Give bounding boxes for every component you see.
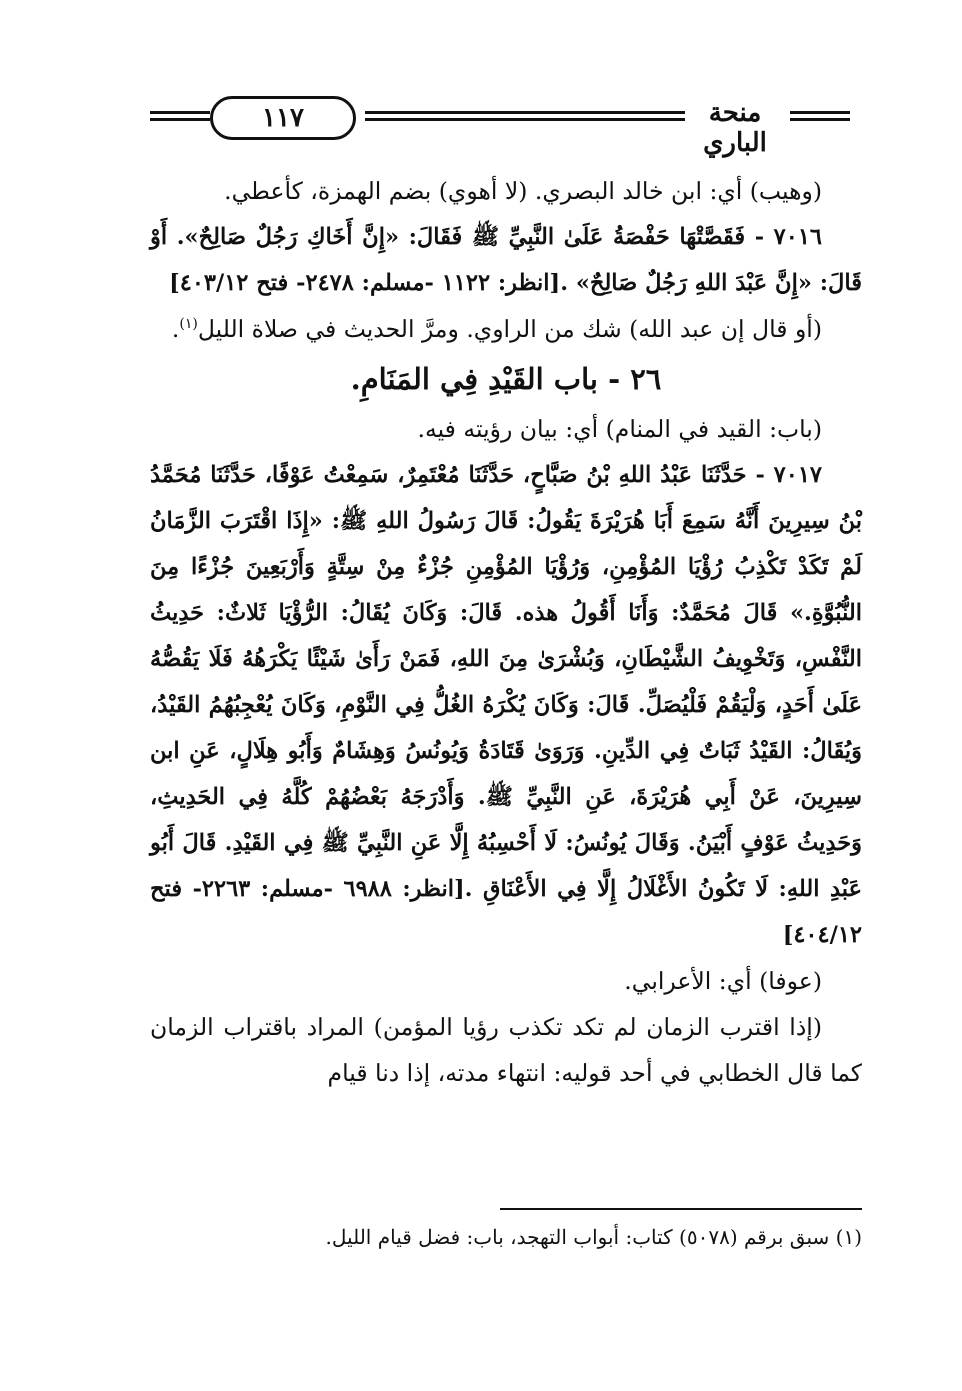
header-rule-right [790, 111, 850, 121]
commentary-paragraph: (باب: القيد في المنام) أي: بيان رؤيته فيه. [417, 415, 822, 443]
book-title: منحة الباري [703, 98, 767, 158]
header-rule-left [150, 111, 210, 121]
commentary-paragraph: (أو قال إن عبد الله) شك من الراوي. ومرَّ الحديث في صلاة الليل$^{(١)}$. [171, 315, 822, 343]
header-rule-middle [365, 111, 685, 121]
page-header [150, 92, 850, 158]
commentary-paragraph: (عوفا) أي: الأعرابي. [624, 967, 822, 995]
commentary-paragraph: (وهيب) أي: ابن خالد البصري. (لا أهوي) بضم الهمزة، كأعطي. [224, 177, 822, 205]
page-number: ١١٧ [210, 96, 356, 140]
footnote-reference: (١) [179, 316, 198, 333]
chapter-heading: ٢٦ - باب القَيْدِ فِي المَنَامِ. [350, 362, 662, 396]
hadith-7017: ٧٠١٧ - حَدَّثَنَا عَبْدُ اللهِ بْنُ صَبَّاحٍ، حَدَّثَنَا مُعْتَمِرٌ، سَمِعْتُ عَوْفًا، حَدَّثَنَا مُحَمَّدُ بْنُ سِيرِينَ أَنَّهُ سَمِعَ أَبَا هُرَيْرَةَ يَقُولُ: قَالَ رَسُولُ اللهِ ﷺ: «إِذَا اقْتَرَبَ الزَّمَانُ لَمْ تَكَدْ تَكْذِبُ رُؤْيَا المُؤْمِنِ، وَرُؤْيَا المُؤْمِنِ جُزْءٌ مِنْ سِتَّةٍ وَأَرْبَعِينَ جُزْءًا مِنَ النُّبُوَّةِ.» قَالَ مُحَمَّدٌ: وَأَنَا أَقُولُ هذه. قَالَ: وَكَانَ يُقَالُ: الرُّؤْيَا ثَلاثٌ: حَدِيثُ النَّفْسِ، وَتَخْوِيفُ الشَّيْطَانِ، وَبُشْرَىٰ مِنَ اللهِ، فَمَنْ رَأَىٰ شَيْئًا يَكْرَهُهُ فَلَا يَقُصُّهُ عَلَىٰ أَحَدٍ، وَلْيَقُمْ فَلْيُصَلِّ. قَالَ: وَكَانَ يُكْرَهُ الغُلُّ فِي النَّوْمِ، وَكَانَ يُعْجِبُهُمُ القَيْدُ، وَيُقَالُ: القَيْدُ ثَبَاتٌ فِي الدِّينِ. وَرَوَىٰ قَتَادَةُ وَيُونُسُ وَهِشَامٌ وَأَبُو هِلَالٍ، عَنِ ابن سِيرِينَ، عَنْ أَبِي هُرَيْرَةَ، عَنِ النَّبِيِّ ﷺ. وَأَدْرَجَهُ بَعْضُهُمْ كُلَّهُ فِي الحَدِيثِ، وَحَدِيثُ عَوْفٍ أَبْيَنُ. وَقَالَ يُونُسُ: لَا أَحْسِبُهُ إِلَّا عَنِ النَّبِيِّ ﷺ فِي القَيْدِ. قَالَ أَبُو عَبْدِ اللهِ: لَا تَكُونُ الأَغْلَالُ إِلَّا فِي الأَعْنَاقِ .[انظر: ٦٩٨٨ -مسلم: ٢٢٦٣- فتح ٤٠٤/١٢] [150, 462, 862, 948]
footnote: (١) سبق برقم (٥٠٧٨) كتاب: أبواب التهجد، باب: فضل قيام الليل. [325, 1225, 862, 1249]
footnote-separator [500, 1208, 862, 1210]
commentary-paragraph: (إذا اقترب الزمان لم تكد تكذب رؤيا المؤمن) المراد باقتراب الزمان كما قال الخطابي في أحد قوليه: انتهاء مدته، إذا دنا قيام [150, 1013, 862, 1087]
hadith-7016: ٧٠١٦ - فَقَصَّتْهَا حَفْصَةُ عَلَىٰ النَّبِيِّ ﷺ فَقَالَ: «إِنَّ أَخَاكِ رَجُلٌ صَالِحٌ». أَوْ قَالَ: «إِنَّ عَبْدَ اللهِ رَجُلٌ صَالِحٌ» .[انظر: ١١٢٢ -مسلم: ٢٤٧٨- فتح ٤٠٣/١٢] [150, 224, 862, 296]
main-text [150, 168, 862, 1096]
commentary-text: (أو قال إن عبد الله) شك من الراوي. ومرَّ الحديث في صلاة الليل [197, 315, 822, 343]
